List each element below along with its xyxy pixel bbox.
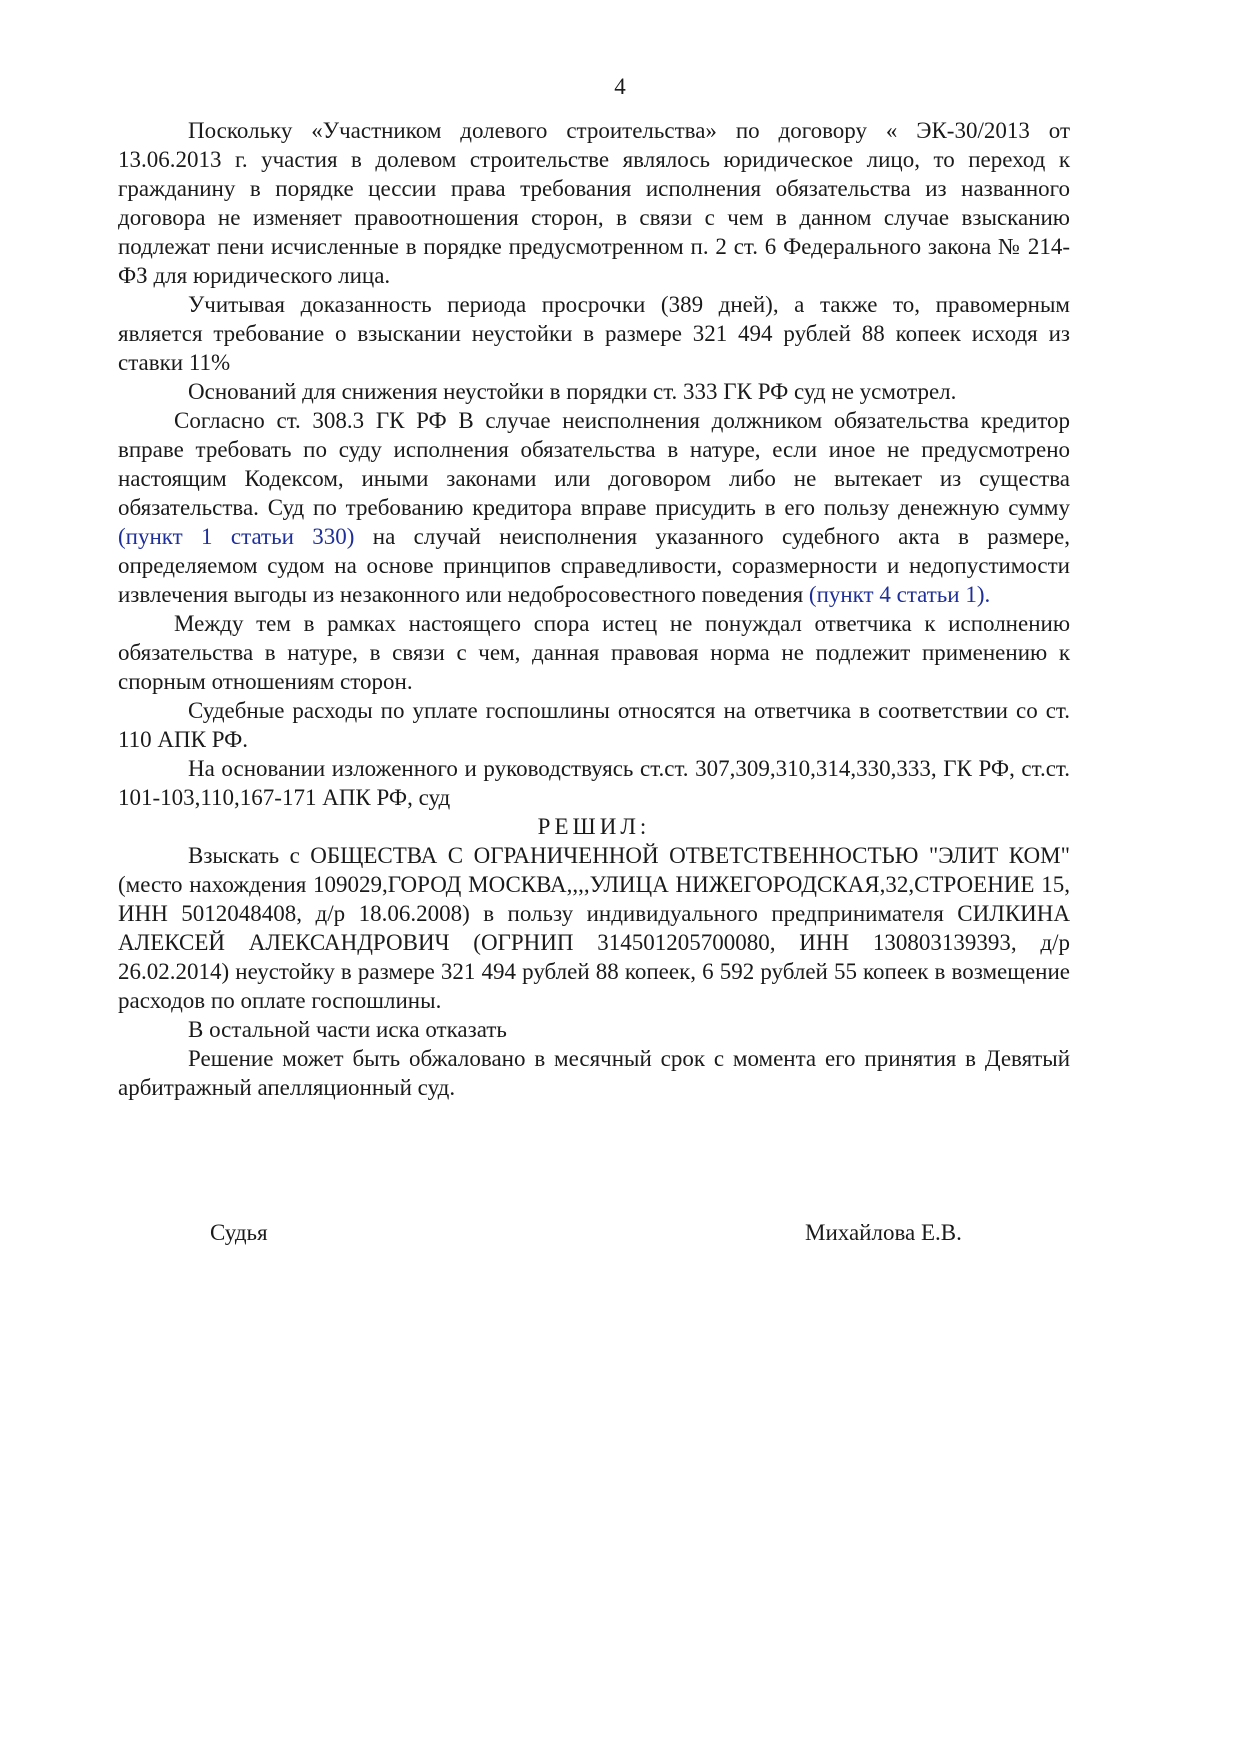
- paragraph-article-308: [118, 406, 1070, 609]
- paragraph-meanwhile: Между тем в рамках настоящего спора истец не понуждал ответчика к исполнению обязательства в натуре, в связи с чем, данная правовая норма не подлежит применению к спорным отношениям сторон.: [118, 611, 1070, 694]
- paragraph-penalty-period: Учитывая доказанность периода просрочки (389 дней), а также то, правомерным является требование о взыскании неустойки в размере 321 494 рублей 88 копеек исходя из ставки 11%: [118, 292, 1070, 375]
- paragraph-grounds: На основании изложенного и руководствуясь ст.ст. 307,309,310,314,330,333, ГК РФ, ст.ст. 101-103,110,167-171 АПК РФ, суд: [118, 756, 1070, 810]
- judge-name: Михайлова Е.В.: [805, 1220, 962, 1245]
- document-body: [118, 116, 1070, 1102]
- decision-heading: РЕШИЛ:: [537, 814, 651, 839]
- paragraph-no-reduction: Оснований для снижения неустойки в порядки ст. 333 ГК РФ суд не усмотрел.: [188, 379, 957, 404]
- link-article-330[interactable]: (пункт 1 статьи 330): [118, 524, 355, 549]
- paragraph-appeal: Решение может быть обжаловано в месячный срок с момента его принятия в Девятый арбитражный апелляционный суд.: [118, 1046, 1070, 1100]
- paragraph-recover: Взыскать с ОБЩЕСТВА С ОГРАНИЧЕННОЙ ОТВЕТСТВЕННОСТЬЮ "ЭЛИТ КОМ" (место нахождения 109029,ГОРОД МОСКВА,,,,УЛИЦА НИЖЕГОРОДСКАЯ,32,СТРОЕНИЕ 15, ИНН 5012048408, д/р 18.06.2008) в пользу индивидуального предпринимателя СИЛКИНА АЛЕКСЕЙ АЛЕКСАНДРОВИЧ (ОГРНИП 314501205700080, ИНН 130803139393, д/р 26.02.2014) неустойку в размере 321 494 рублей 88 копеек, 6 592 рублей 55 копеек в возмещение расходов по оплате госпошлины.: [118, 843, 1070, 1013]
- page-number: 4: [614, 74, 626, 99]
- paragraph-participant: Поскольку «Участником долевого строительства» по договору « ЭК-30/2013 от 13.06.2013 г. участия в долевом строительстве являлось юридическое лицо, то переход к гражданину в порядке цессии права требования исполнения обязательства из названного договора не изменяет правоотношения сторон, в связи с чем в данном случае взысканию подлежат пени исчисленные в порядке предусмотренном п. 2 ст. 6 Федерального закона № 214-ФЗ для юридического лица.: [118, 118, 1070, 288]
- paragraph-article-308-text-b: на случай неисполнения указанного судебного акта в размере, определяемом судом на основе принципов справедливости, соразмерности и недопустимости извлечения выгоды из незаконного или недобросовестного поведения: [118, 524, 1071, 607]
- judge-title: Судья: [210, 1220, 268, 1245]
- link-article-1[interactable]: (пункт 4 статьи 1).: [808, 582, 991, 607]
- paragraph-deny-rest: В остальной части иска отказать: [188, 1017, 507, 1042]
- paragraph-court-costs: Судебные расходы по уплате госпошлины относятся на ответчика в соответствии со ст. 110 АПК РФ.: [118, 698, 1070, 752]
- paragraph-article-308-text-a: Согласно ст. 308.3 ГК РФ В случае неисполнения должником обязательства кредитор вправе требовать по суду исполнения обязательства в натуре, если иное не предусмотрено настоящим Кодексом, иными законами или договором либо не вытекает из существа обязательства. Суд по требованию кредитора вправе присудить в его пользу денежную сумму: [118, 408, 1070, 520]
